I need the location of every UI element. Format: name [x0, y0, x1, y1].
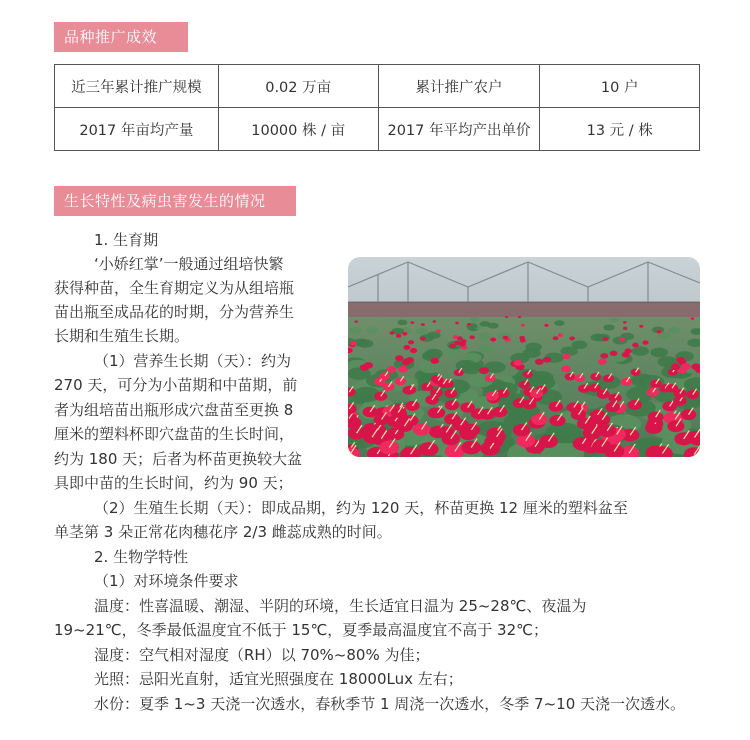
table-row: [55, 108, 700, 151]
leaf-shape: [668, 327, 680, 334]
section-title-growth: 生长特性及病虫害发生的情况: [54, 186, 296, 216]
anthurium-bloom: [469, 335, 475, 339]
anthurium-bloom: [410, 321, 414, 324]
anthurium-bloom: [480, 442, 500, 456]
anthurium-bloom: [518, 316, 521, 318]
anthurium-bloom: [395, 355, 403, 361]
anthurium-bloom: [598, 359, 607, 365]
paragraph-line: 厘米的塑料杯即穴盘苗的生长时间，: [54, 425, 295, 443]
anthurium-bloom: [430, 358, 439, 364]
paragraph-line: 270 天，可分为小苗期和中苗期，前: [54, 376, 298, 394]
anthurium-bloom: [577, 418, 594, 430]
table-cell: 近三年累计推广规模: [55, 65, 219, 108]
anthurium-bloom: [623, 321, 627, 324]
anthurium-bloom: [619, 337, 625, 341]
anthurium-bloom: [513, 424, 531, 436]
anthurium-bloom: [402, 332, 407, 336]
paragraph-line: 湿度：空气相对湿度（RH）以 70%~80% 为佳；: [94, 646, 430, 664]
anthurium-bloom: [436, 329, 441, 332]
leaf-shape: [397, 320, 407, 326]
table-cell: 累计推广农户: [378, 65, 540, 108]
anthurium-bloom: [610, 351, 618, 356]
paragraph-line: 单茎第 3 朵正常花肉穗花序 2/3 雌蕊成熟的时间。: [54, 523, 392, 541]
heading-biological-traits: 2. 生物学特性: [94, 548, 189, 566]
anthurium-bloom: [519, 336, 525, 340]
anthurium-bloom: [461, 441, 481, 455]
anthurium-bloom: [543, 357, 551, 363]
table-cell: 10 户: [540, 65, 700, 108]
anthurium-bloom: [514, 360, 523, 366]
leaf-shape: [349, 327, 361, 334]
promotion-stats-table: [54, 64, 700, 151]
anthurium-bloom: [674, 389, 687, 398]
anthurium-bloom: [449, 344, 456, 349]
anthurium-bloom: [569, 336, 575, 340]
paragraph-line: （2）生殖生长期（天）：即成品期，约为 120 天，杯苗更换 12 厘米的塑料盆至: [94, 499, 628, 517]
leaf-shape: [603, 324, 614, 330]
anthurium-bloom: [487, 430, 505, 443]
anthurium-bloom: [505, 316, 508, 318]
anthurium-bloom: [430, 407, 445, 418]
anthurium-bloom: [360, 364, 369, 371]
anthurium-bloom: [681, 363, 690, 370]
anthurium-bloom: [420, 337, 426, 341]
paragraph-line: 者为组培苗出瓶形成穴盘苗至更换 8: [54, 401, 294, 419]
anthurium-bloom: [549, 415, 565, 426]
table-cell: 2017 年亩均产量: [55, 108, 219, 151]
anthurium-bloom: [521, 324, 525, 327]
anthurium-bloom: [671, 364, 680, 371]
anthurium-bloom: [413, 423, 430, 435]
anthurium-bloom: [444, 389, 457, 398]
greenhouse-illustration: [348, 257, 700, 457]
anthurium-bloom: [382, 383, 394, 391]
table-row: [55, 65, 700, 108]
paragraph-line: 19~21℃，冬季最低温度宜不低于 15℃，夏季最高温度宜不高于 32℃；: [54, 621, 548, 639]
anthurium-bloom: [544, 324, 548, 327]
paragraph-line: （1）营养生长期（天）：约为: [94, 352, 292, 370]
anthurium-bloom: [354, 320, 358, 323]
anthurium-bloom: [479, 367, 489, 374]
leaf-shape: [554, 320, 564, 326]
paragraph-line: 温度：性喜温暖、潮湿、半阴的环境，生长适宜日温为 25~28℃、夜温为: [94, 597, 587, 615]
anthurium-bloom: [454, 369, 464, 376]
heading-growth-period: 1. 生育期: [94, 231, 159, 249]
anthurium-bloom: [622, 352, 630, 357]
paragraph-line: 水份：夏季 1~3 天浇一次透水，春秋季节 1 周浇一次透水，冬季 7~10 天浇一次透水。: [94, 695, 686, 713]
leaf-shape: [632, 346, 649, 355]
table-cell: 13 元 / 株: [540, 108, 700, 151]
paragraph-line: ‘小娇红掌’一般通过组培快繁: [94, 255, 284, 273]
anthurium-bloom: [421, 323, 425, 326]
anthurium-bloom: [600, 353, 608, 359]
anthurium-bloom: [535, 359, 544, 365]
anthurium-bloom: [561, 366, 571, 373]
anthurium-bloom: [574, 374, 585, 382]
section-title-promotion: 品种推广成效: [54, 22, 188, 52]
anthurium-bloom: [646, 388, 659, 397]
anthurium-bloom: [455, 322, 459, 325]
anthurium-bloom: [562, 353, 570, 359]
leaf-shape: [609, 318, 619, 323]
anthurium-bloom: [374, 392, 387, 401]
anthurium-bloom: [503, 336, 509, 340]
anthurium-bloom: [396, 334, 401, 338]
anthurium-bloom: [605, 402, 620, 412]
paragraph-line: 光照：忌阳光直射，适宜光照强度在 18000Lux 左右；: [94, 670, 463, 688]
anthurium-bloom: [623, 327, 627, 330]
anthurium-bloom: [667, 420, 684, 432]
anthurium-bloom: [676, 357, 685, 363]
table-cell: 10000 株 / 亩: [218, 108, 378, 151]
paragraph-line: 苗出瓶至成品花的时期，分为营养生: [54, 303, 295, 321]
subheading-environment: （1）对环境条件要求: [94, 572, 239, 590]
anthurium-bloom: [402, 359, 411, 365]
leaf-shape: [470, 317, 480, 322]
anthurium-greenhouse-photo: [348, 257, 700, 457]
anthurium-bloom: [410, 348, 417, 353]
leaf-shape: [523, 348, 541, 358]
anthurium-bloom: [408, 340, 414, 344]
anthurium-bloom: [403, 345, 410, 350]
anthurium-bloom: [350, 341, 356, 345]
table-cell: 0.02 万亩: [218, 65, 378, 108]
anthurium-bloom: [657, 330, 662, 333]
leaf-shape: [650, 348, 668, 358]
anthurium-bloom: [387, 366, 397, 373]
anthurium-bloom: [419, 442, 439, 456]
anthurium-bloom: [513, 398, 527, 408]
anthurium-bloom: [642, 340, 648, 344]
anthurium-bloom: [463, 424, 481, 436]
anthurium-bloom: [395, 377, 406, 385]
leaf-shape: [416, 328, 428, 335]
leaf-shape: [425, 349, 443, 359]
anthurium-bloom: [457, 336, 463, 340]
paragraph-line: 具即中苗的生长时间，约为 90 天；: [54, 474, 293, 492]
leaf-shape: [479, 333, 493, 340]
anthurium-bloom: [632, 343, 639, 348]
leaf-shape: [478, 345, 495, 354]
paragraph-line: 获得种苗，全生育期定义为从组培瓶: [54, 279, 295, 297]
leaf-shape: [591, 334, 605, 342]
anthurium-bloom: [558, 333, 563, 337]
anthurium-bloom: [433, 320, 437, 323]
anthurium-bloom: [603, 375, 614, 383]
anthurium-bloom: [379, 441, 399, 455]
anthurium-bloom: [389, 331, 394, 335]
anthurium-bloom: [490, 337, 496, 341]
leaf-shape: [480, 321, 491, 327]
anthurium-bloom: [553, 336, 559, 340]
anthurium-bloom: [467, 323, 471, 326]
table-cell: 2017 年平均产出单价: [378, 108, 540, 151]
paragraph-line: 约为 180 天；后者为杯苗更换较大盆: [54, 450, 303, 468]
anthurium-bloom: [603, 337, 609, 341]
leaf-shape: [366, 327, 378, 334]
anthurium-bloom: [454, 340, 460, 344]
paragraph-line: 长期和生殖生长期。: [54, 327, 190, 345]
anthurium-bloom: [639, 325, 643, 328]
anthurium-bloom: [691, 317, 694, 319]
anthurium-bloom: [444, 413, 460, 424]
anthurium-bloom: [398, 366, 408, 373]
anthurium-bloom: [425, 395, 439, 405]
